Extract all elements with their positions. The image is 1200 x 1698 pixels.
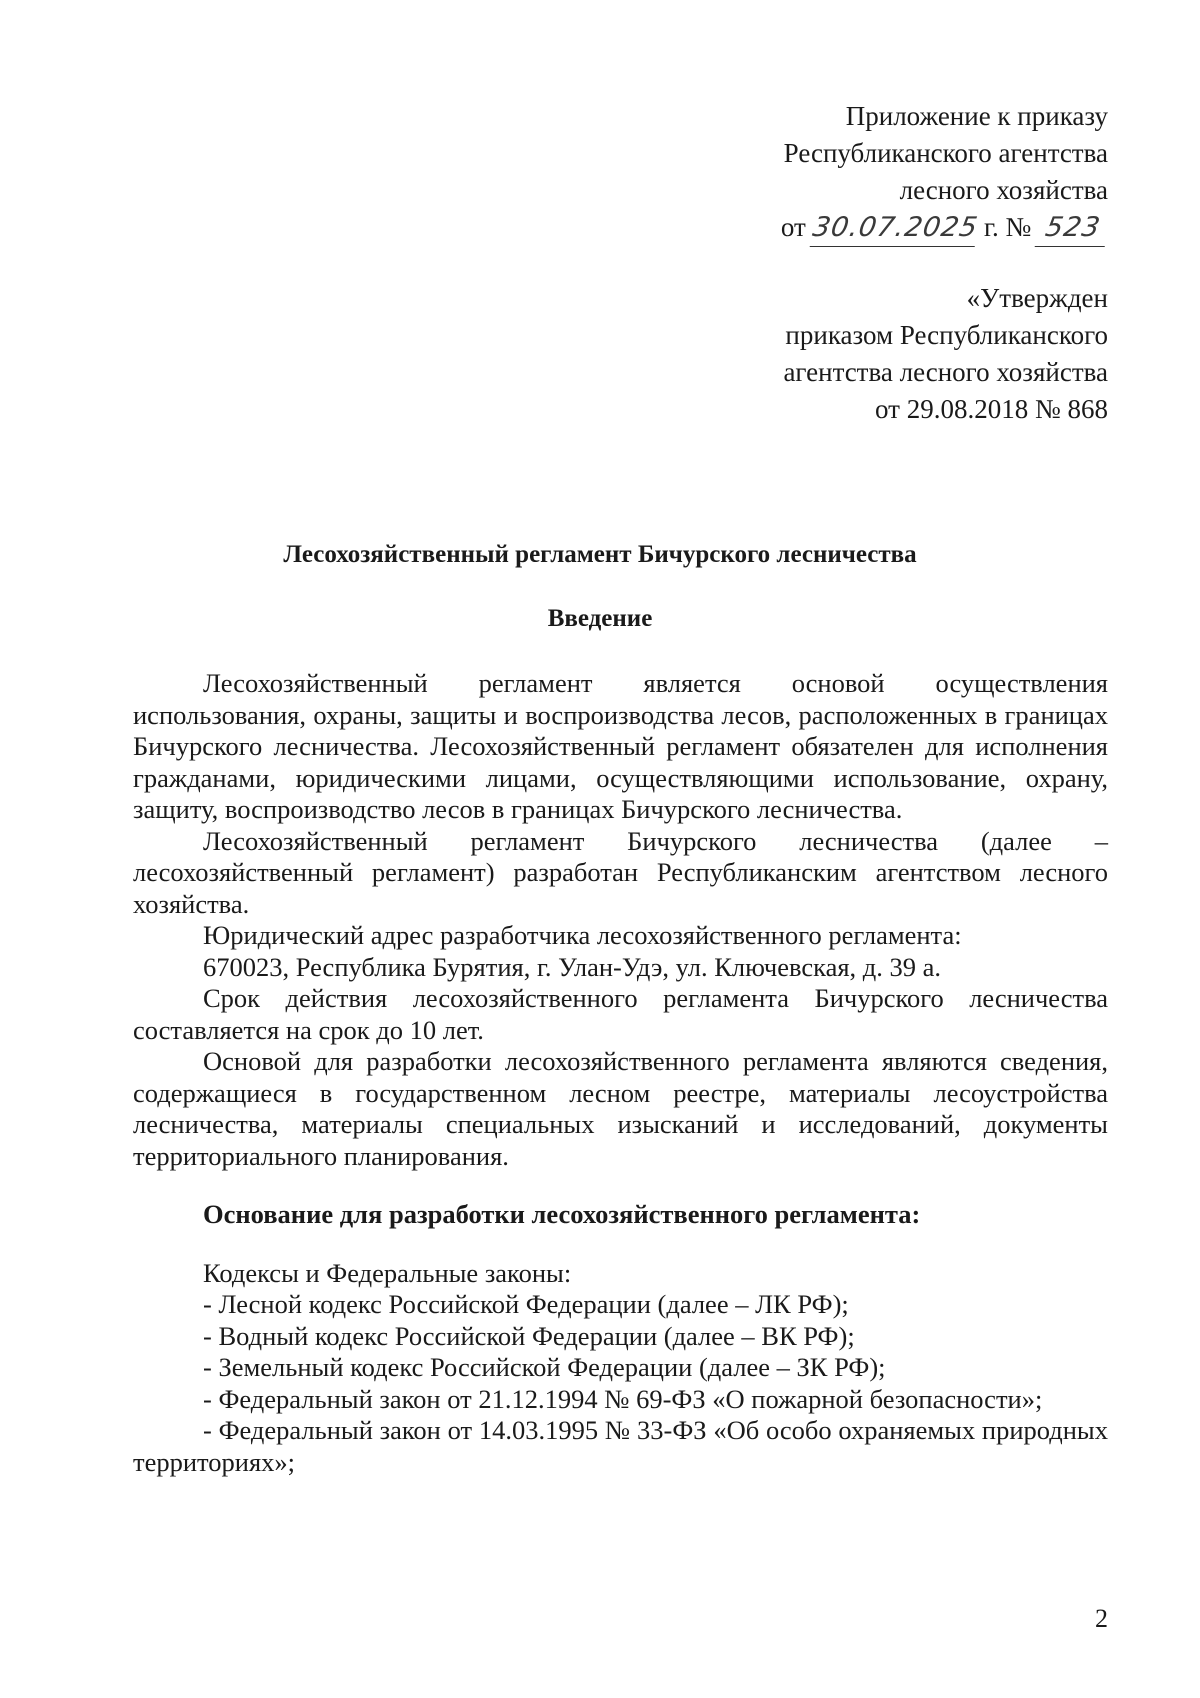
approved-line-3: агентства лесного хозяйства bbox=[783, 357, 1108, 387]
appendix-line-2: Республиканского агентства bbox=[783, 138, 1108, 168]
approved-line-4: от 29.08.2018 № 868 bbox=[875, 394, 1108, 424]
appendix-date-line bbox=[781, 209, 1108, 247]
paragraph: Юридический адрес разработчика лесохозяйственного регламента: bbox=[203, 920, 962, 950]
paragraph: 670023, Республика Бурятия, г. Улан-Удэ, ул. Ключевская, д. 39 а. bbox=[203, 951, 942, 982]
date-prefix: от bbox=[780, 212, 806, 242]
page-number: 2 bbox=[1095, 1604, 1108, 1633]
paragraph: Лесохозяйственный регламент является основой осуществления использования, охраны, защиты и воспроизводства лесов, расположенных в границах Бичурского лесничества. Лесохозяйственный регламент обязателен для исполнения гражданами, юридическими лицами, осуществляющими использование, охрану, защиту, воспроизводство лесов в границах Бичурского лесничества. bbox=[133, 668, 1108, 824]
laws-intro: Кодексы и Федеральные законы: bbox=[203, 1257, 572, 1288]
appendix-block bbox=[781, 98, 1108, 247]
document-body bbox=[133, 668, 1108, 1478]
document-title: Лесохозяйственный регламент Бичурского лесничества bbox=[283, 541, 917, 568]
paragraph: Основой для разработки лесохозяйственного регламента являются сведения, содержащиеся в государственном лесном реестре, материалы лесоустройства лесничества, материалы специальных изысканий и исследований, документы территориального планирования. bbox=[133, 1046, 1108, 1171]
intro-heading: Введение bbox=[547, 605, 653, 632]
approved-line-2: приказом Республиканского bbox=[785, 320, 1108, 350]
list-item: - Федеральный закон от 14.03.1995 № 33-ФЗ «Об особо охраняемых природных территориях»; bbox=[133, 1415, 1108, 1477]
appendix-line-3: лесного хозяйства bbox=[899, 175, 1108, 205]
list-item: - Водный кодекс Российской Федерации (далее – ВК РФ); bbox=[203, 1320, 855, 1351]
approved-block bbox=[783, 280, 1108, 428]
list-item: - Федеральный закон от 21.12.1994 № 69-ФЗ «О пожарной безопасности»; bbox=[203, 1383, 1043, 1414]
basis-heading: Основание для разработки лесохозяйственного регламента: bbox=[203, 1199, 921, 1229]
handwritten-date: 30.07.2025 bbox=[809, 209, 980, 247]
approved-line-1: «Утвержден bbox=[966, 283, 1108, 313]
list-item: - Земельный кодекс Российской Федерации (далее – ЗК РФ); bbox=[203, 1352, 886, 1382]
paragraph: Срок действия лесохозяйственного регламента Бичурского лесничества составляется на срок до 10 лет. bbox=[133, 983, 1108, 1045]
handwritten-order-number: 523 bbox=[1035, 209, 1112, 247]
list-item: - Лесной кодекс Российской Федерации (далее – ЛК РФ); bbox=[203, 1289, 849, 1319]
year-number-label: г. № bbox=[983, 212, 1032, 242]
paragraph: Лесохозяйственный регламент Бичурского лесничества (далее – лесохозяйственный регламент) разработан Республиканским агентством лесного хозяйства. bbox=[133, 825, 1108, 919]
appendix-line-1: Приложение к приказу bbox=[845, 101, 1108, 131]
